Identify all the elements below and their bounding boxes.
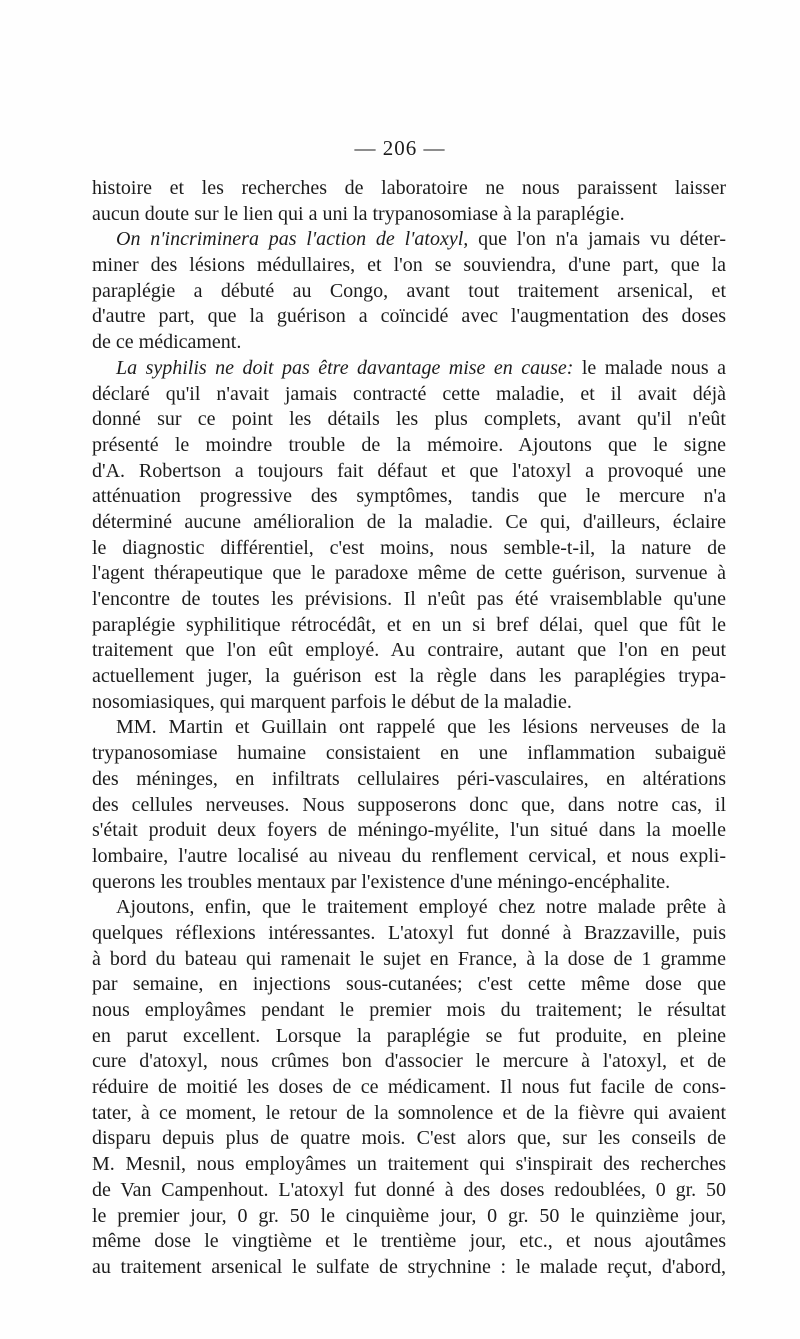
text-line xyxy=(92,279,726,305)
text-line xyxy=(92,1024,726,1050)
line-text: donné sur ce point les détails les plus complets, avant qu'il n'eût xyxy=(92,408,726,431)
line-text: cure d'atoxyl, nous crûmes bon d'associer le mercure à l'atoxyl, et de xyxy=(92,1050,726,1073)
text-line xyxy=(92,1152,726,1178)
text-line xyxy=(92,407,726,433)
line-text: le premier jour, 0 gr. 50 le cinquième jour, 0 gr. 50 le quinzième jour, xyxy=(92,1204,726,1227)
text-line xyxy=(92,484,726,510)
line-text: nosomiasiques, qui marquent parfois le début de la maladie. xyxy=(92,690,572,713)
line-text: d'autre part, que la guérison a coïncidé avec l'augmentation des doses xyxy=(92,305,726,328)
text-line xyxy=(92,947,726,973)
line-text: tater, à ce moment, le retour de la somnolence et de la fièvre qui avaient xyxy=(92,1101,726,1124)
line-text: par semaine, en injections sous-cutanées; c'est cette même dose que xyxy=(92,973,726,996)
line-text: actuellement juger, la guérison est la règle dans les paraplégies trypa- xyxy=(92,665,726,688)
text-line xyxy=(92,1255,726,1281)
line-text: trypanosomiase humaine consistaient en une inflammation subaiguë xyxy=(92,742,726,765)
line-text: en parut excellent. Lorsque la paraplégie se fut produite, en pleine xyxy=(92,1024,726,1047)
italic-phrase: On n'incriminera pas l'action de l'atoxyl, xyxy=(116,228,469,251)
text-line xyxy=(92,587,726,613)
body-text xyxy=(92,176,726,1281)
line-text: atténuation progressive des symptômes, tandis que le mercure n'a xyxy=(92,485,726,508)
line-text: déterminé aucune amélioralion de la maladie. Ce qui, d'ailleurs, éclaire xyxy=(92,510,726,533)
line-text: même dose le vingtième et le trentième jour, etc., et nous ajoutâmes xyxy=(92,1230,726,1253)
text-line xyxy=(92,793,726,819)
line-text: paraplégie a débuté au Congo, avant tout traitement arsenical, et xyxy=(92,279,726,302)
text-line xyxy=(92,921,726,947)
line-text: des cellules nerveuses. Nous supposerons donc que, dans notre cas, il xyxy=(92,793,726,816)
text-line xyxy=(92,767,726,793)
text-line xyxy=(92,870,726,896)
text-line xyxy=(92,1126,726,1152)
text-line xyxy=(92,304,726,330)
line-text: lombaire, l'autre localisé au niveau du renflement cervical, et nous expli- xyxy=(92,844,726,867)
line-text: présenté le moindre trouble de la mémoire. Ajoutons que le signe xyxy=(92,433,726,456)
text-line xyxy=(92,1204,726,1230)
line-text: MM. Martin et Guillain ont rappelé que les lésions nerveuses de la xyxy=(116,716,726,739)
text-line xyxy=(92,536,726,562)
text-line xyxy=(92,510,726,536)
text-line xyxy=(92,330,726,356)
text-line xyxy=(92,253,726,279)
text-line xyxy=(92,1178,726,1204)
text-line xyxy=(92,1075,726,1101)
italic-phrase: La syphilis ne doit pas être davantage mise en cause: xyxy=(116,356,574,379)
text-line xyxy=(92,638,726,664)
line-text: d'A. Robertson a toujours fait défaut et que l'atoxyl a provoqué une xyxy=(92,459,726,482)
text-line xyxy=(92,741,726,767)
text-line xyxy=(92,356,726,382)
line-text: miner des lésions médullaires, et l'on se souviendra, d'une part, que la xyxy=(92,254,726,277)
line-text: s'était produit deux foyers de méningo-myélite, l'un situé dans la moelle xyxy=(92,819,726,842)
line-text: de Van Campenhout. L'atoxyl fut donné à des doses redoublées, 0 gr. 50 xyxy=(92,1178,726,1201)
line-text: M. Mesnil, nous employâmes un traitement qui s'inspirait des recherches xyxy=(92,1153,726,1176)
text-line xyxy=(92,818,726,844)
text-line xyxy=(92,690,726,716)
line-text: Ajoutons, enfin, que le traitement employé chez notre malade prête à xyxy=(116,896,726,919)
line-text: au traitement arsenical le sulfate de strychnine : le malade reçut, d'abord, xyxy=(92,1255,726,1278)
line-text: paraplégie syphilitique rétrocédât, et en un si bref délai, quel que fût le xyxy=(92,613,726,636)
line-text: l'encontre de toutes les prévisions. Il n'eût pas été vraisemblable qu'une xyxy=(92,588,726,610)
line-text: nous employâmes pendant le premier mois du traitement; le résultat xyxy=(92,999,726,1021)
page-number: — 206 — xyxy=(354,136,446,160)
text-line xyxy=(92,561,726,587)
text-line xyxy=(92,613,726,639)
text-line xyxy=(92,433,726,459)
text-line xyxy=(92,176,726,202)
text-line xyxy=(92,1229,726,1255)
line-text: de ce médicament. xyxy=(92,331,242,354)
text-line xyxy=(92,715,726,741)
text-line xyxy=(92,844,726,870)
line-text: l'agent thérapeutique que le paradoxe même de cette guérison, survenue à xyxy=(92,562,726,585)
text-line xyxy=(92,998,726,1024)
text-line xyxy=(92,1049,726,1075)
text-line xyxy=(92,382,726,408)
line-text: des méninges, en infiltrats cellulaires péri-vasculaires, en altérations xyxy=(92,767,726,790)
line-text: que l'on n'a jamais vu déter- xyxy=(468,228,726,251)
line-text: réduire de moitié les doses de ce médicament. Il nous fut facile de cons- xyxy=(92,1076,726,1099)
line-text: histoire et les recherches de laboratoire ne nous paraissent laisser xyxy=(92,177,726,199)
text-line xyxy=(92,664,726,690)
line-text: à bord du bateau qui ramenait le sujet en France, à la dose de 1 gramme xyxy=(92,947,726,970)
line-text: aucun doute sur le lien qui a uni la trypanosomiase à la paraplégie. xyxy=(92,202,625,225)
line-text: quelques réflexions intéressantes. L'atoxyl fut donné à Brazzaville, puis xyxy=(92,921,726,944)
text-line xyxy=(92,1101,726,1127)
line-text: disparu depuis plus de quatre mois. C'est alors que, sur les conseils de xyxy=(92,1127,726,1150)
line-text: déclaré qu'il n'avait jamais contracté cette maladie, et il avait déjà xyxy=(92,382,726,405)
line-text: querons les troubles mentaux par l'existence d'une méningo-encéphalite. xyxy=(92,870,671,893)
text-line xyxy=(92,227,726,253)
text-line xyxy=(92,972,726,998)
text-line xyxy=(92,202,726,228)
line-text: le malade nous a xyxy=(573,356,726,379)
line-text: le diagnostic différentiel, c'est moins, nous semble-t-il, la nature de xyxy=(92,536,726,559)
line-text: traitement que l'on eût employé. Au contraire, autant que l'on en peut xyxy=(92,639,726,662)
text-line xyxy=(92,459,726,485)
text-line xyxy=(92,895,726,921)
